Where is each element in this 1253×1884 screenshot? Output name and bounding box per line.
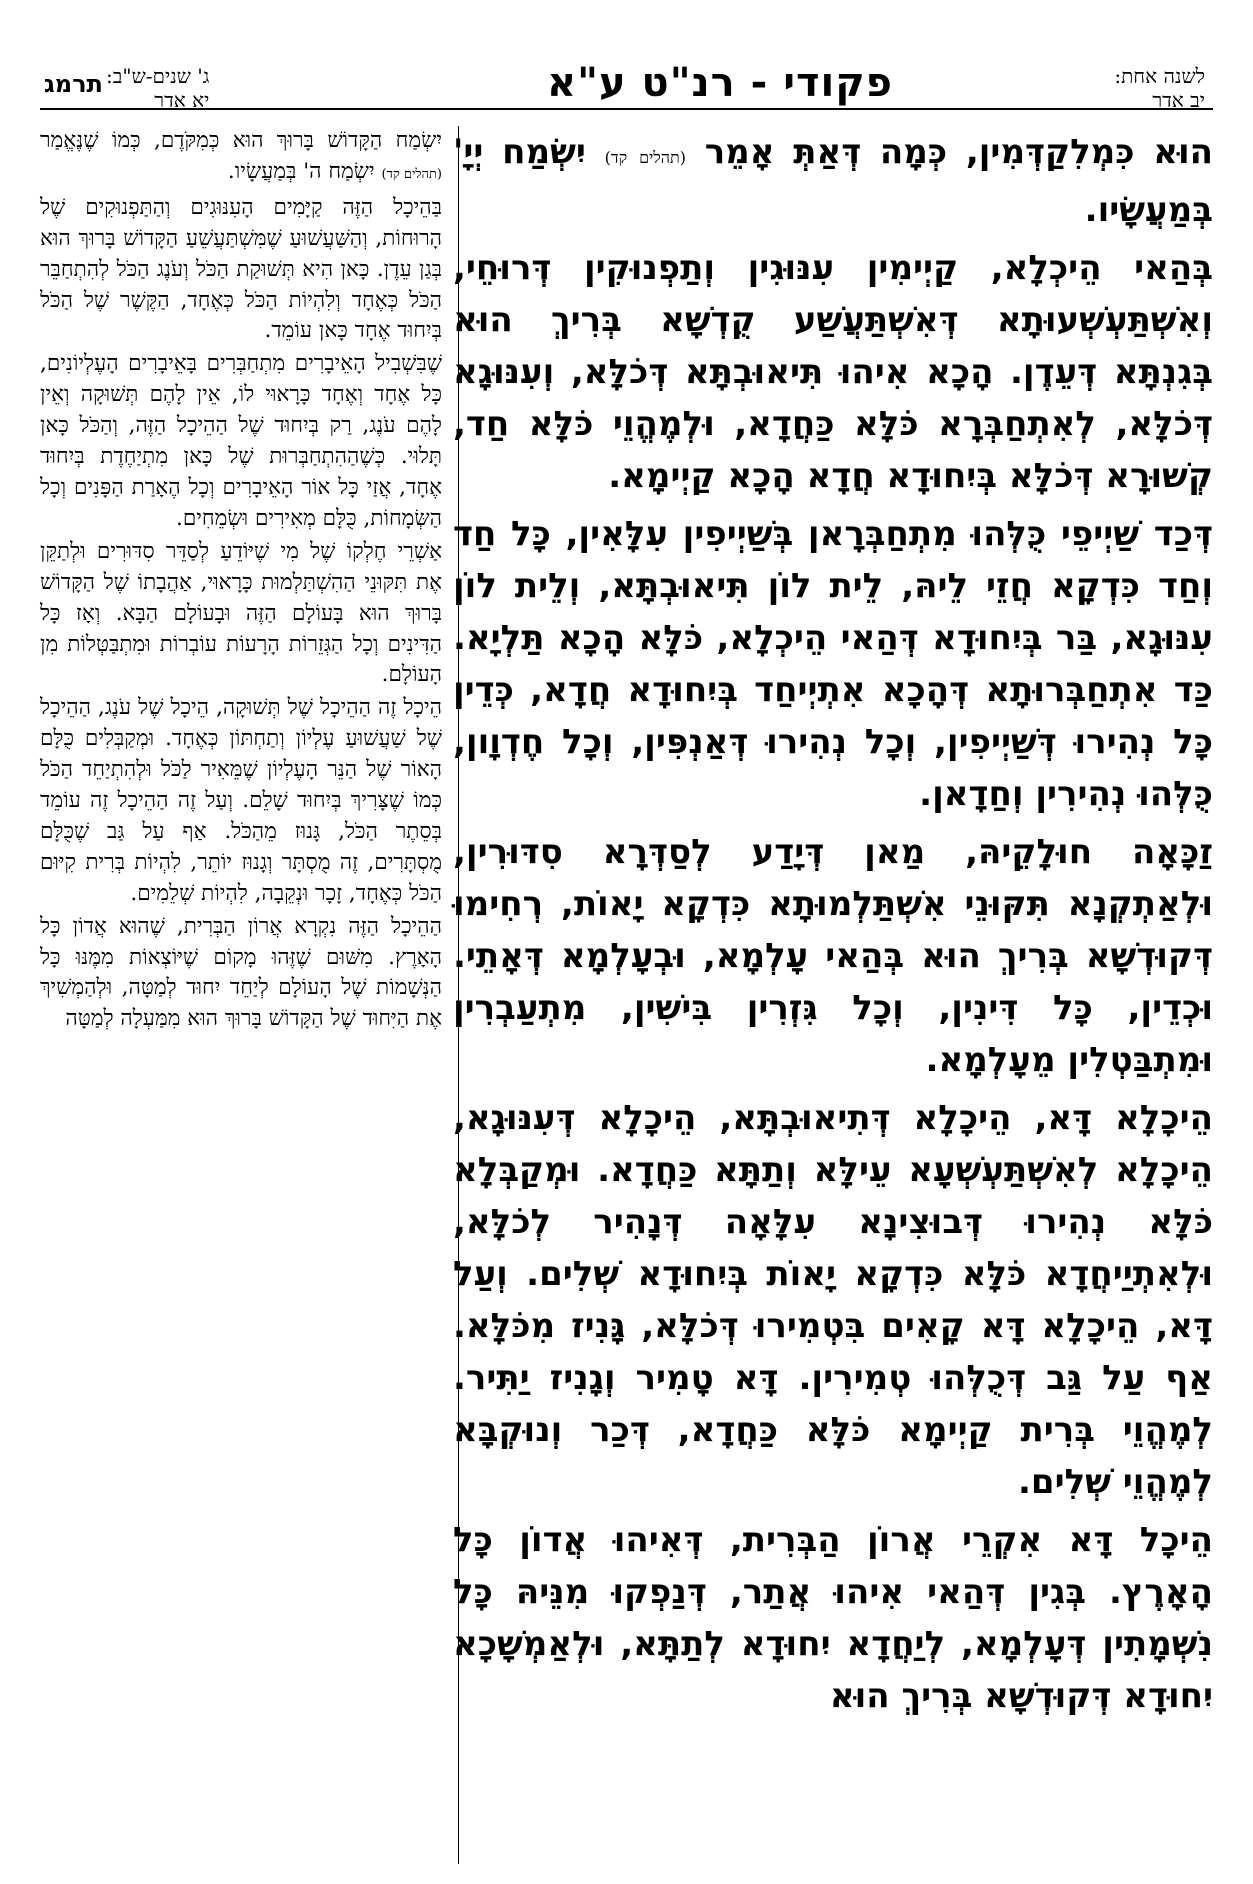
main-paragraph-6: הֵיכָל דָּא אִקְרֵי אֲרוֹן הַבְּרִית, דְּאִיהוּ אֲדוֹן כָּל הָאָרֶץ. בְּגִין דְּהַאי אִיהוּ אֲתַר, דְּנַפְקוּ מִנֵּיהּ כָּל נִשְׁמָתִין דְּעָלְמָא, לְיַחֲדָא יִחוּדָא לְתַתָּא, וּלְאַמְשָׁכָא יִחוּדָא דְּקוּדְשָׁא בְּרִיךְ הוּא <box>453 1520 1213 1716</box>
header-right-line2: יב אדר <box>1152 88 1205 112</box>
page-number: תרמג <box>44 70 103 98</box>
header-study-schedule-three-years <box>106 64 209 112</box>
side-paragraph-1 <box>40 126 442 191</box>
main-paragraph-3: דְּכַד שַׁיְיפֵי כֻּלְּהוּ מִתְחַבְּרָאן בְּשַׁיְיפִין עִלָּאִין, כָּל חַד וְחַד כִּדְקָא חֲזֵי לֵיהּ, לֵית לוֹן תִּיאוּבְתָּא, וְלֵית לוֹן עִנּוּגָא, בַּר בְּיִחוּדָא דְּהַאי הֵיכְלָא, כֹּלָּא הָכָא תַּלְיָא. כַּד אִתְחַבְּרוּתָא דְּהָכָא אִתְיְיחַד בְּיִחוּדָא חֲדָא, כְּדֵין כָּל נְהִירוּ דְּשַׁיְיפִין, וְכָל נְהִירוּ דְּאַנְפִּין, וְכָל חֶדְוָון, כֻּלְּהוּ נְהִירִין וְחַדָאן. <box>453 514 1213 814</box>
page-title: פקודי - רנ"ט ע"א <box>547 60 893 106</box>
column-divider <box>458 126 459 1864</box>
main-paragraph-1 <box>453 126 1213 236</box>
hebrew-translation-column <box>40 126 442 1864</box>
header-rule <box>40 108 1213 110</box>
main-paragraph-5: הֵיכָלָא דָּא, הֵיכָלָא דְּתִיאוּבְתָּא, הֵיכָלָא דְּעִנּוּגָא, הֵיכָלָא לְאִשְׁתַּעְשְׁעָא עֵילָּא וְתַתָּא כַּחֲדָא. וּמְקַבְּלָא כֹּלָּא נְהִירוּ דְּבוּצִינָא עִלָּאָה דְּנָהִיר לְכֹלָּא, וּלְאִתְיַיחֲדָא כֹּלָּא כִּדְקָא יָאוֹת בְּיִחוּדָא שְׁלִים. וְעַל דָּא, הֵיכָלָא דָּא קָאִים בִּטְמִירוּ דְּכֹלָּא, גָּנִיז מִכֹּלָּא. אַף עַל גַּב דְּכֻלְּהוּ טְמִירִין. דָּא טָמִיר וְגָנִיז יַתִּיר. לְמֶהֱוֵי בְּרִית קַיְימָא כֹּלָּא כַּחֲדָא, דְּכַר וְנוּקְבָּא לְמֶהֱוֵי שְׁלִים. <box>453 1098 1213 1502</box>
page-header <box>40 0 1213 112</box>
header-left-line1: ג' שנים-ש"ב: <box>106 64 210 88</box>
side-p1-text-a: יִשְׂמַח הַקָּדוֹשׁ בָּרוּךְ הוּא כְּמִקֹּדֶם, כְּמוֹ שֶׁנֶּאֱמַר <box>40 128 442 153</box>
header-left-line2: יא אדר <box>154 88 210 112</box>
side-paragraph-2: בַּהֵיכָל הַזֶּה קַיָּמִים הָעִנּוּגִים וְהַתַּפְנוּקִים שֶׁל הָרוּחוֹת, וְהַשַּׁעֲשׁוּעַ שֶׁמִּשְׁתַּעֲשֵׁעַ הַקָּדוֹשׁ בָּרוּךְ הוּא בְּגַן עֵדֶן. כָּאן הִיא תְּשׁוּקַת הַכֹּל וְעֹנֶג הַכֹּל לְהִתְחַבֵּר הַכֹּל כְּאֶחָד וְלִהְיוֹת הַכֹּל כְּאֶחָד, הַקֶּשֶׁר שֶׁל הַכֹּל בְּיִחוּד אֶחָד כָּאן עוֹמֵד. <box>40 194 442 344</box>
header-study-schedule-one-year <box>1114 64 1205 112</box>
side-paragraph-3: שֶׁבִּשְׁבִיל הָאֵיבָרִים מִתְחַבְּרִים בָּאֵיבָרִים הָעֶלְיוֹנִים, כָּל אֶחָד וְאֶחָד כָּרָאוּי לוֹ, אֵין לָהֶם תְּשׁוּקָה וְאֵין לָהֶם עֹנֶג, רַק בְּיִחוּד שֶׁל הַהֵיכָל הַזֶּה, וְהַכֹּל כָּאן תָּלוּי. כְּשֶׁהַהִתְחַבְּרוּת שֶׁל כָּאן מִתְיַחֶדֶת בְּיִחוּד אֶחָד, אֲזַי כָּל אוֹר הָאֵיבָרִים וְכָל הֶאָרַת הַפָּנִים וְכָל הַשְּׂמָחוֹת, כֻּלָּם מְאִירִים וּשְׂמֵחִים. <box>40 351 442 531</box>
side-paragraph-6: הַהֵיכָל הַזֶּה נִקְרָא אֲרוֹן הַבְּרִית, שֶׁהוּא אֲדוֹן כָּל הָאָרֶץ. מִשּׁוּם שֶׁזֶּהוּ מָקוֹם שֶׁיּוֹצְאוֹת מִמֶּנּוּ כָּל הַנְּשָׁמוֹת שֶׁל הָעוֹלָם לְיַחֵד יִחוּד לְמַטָּה, וּלְהַמְשִׁיךְ אֶת הַיִּחוּד שֶׁל הַקָּדוֹשׁ בָּרוּךְ הוּא מִמַּעְלָה לְמַטָּה <box>40 913 442 1032</box>
aramaic-text-column <box>453 126 1213 1864</box>
header-right-line1: לשנה אחת: <box>1114 64 1205 88</box>
side-paragraph-4: אַשְׁרֵי חֶלְקוֹ שֶׁל מִי שֶׁיּוֹדֵעַ לְסַדֵּר סִדּוּרִים וּלְתַקֵּן אֶת תִּקּוּנֵי הַהִשְׁתַּלְמוּת כָּרָאוּי, אַהֲבָתוֹ שֶׁל הַקָּדוֹשׁ בָּרוּךְ הוּא בָּעוֹלָם הַזֶּה וּבָעוֹלָם הַבָּא. וְאָז כָּל הַדִּינִים וְכָל הַגְּזֵרוֹת הָרָעוֹת עוֹבְרוֹת וּמִתְבַּטְּלוֹת מִן הָעוֹלָם. <box>40 538 442 688</box>
side-p1-text-b: יִשְׂמַח ה' בְּמַעֲשָׂיו. <box>227 158 375 184</box>
main-p1-text-b: יִשְׂמַח יְיָ' בְּמַעֲשָׂיו. <box>453 132 1213 230</box>
main-p1-citation: (תהלים קד) <box>604 148 686 167</box>
text-columns <box>40 126 1213 1864</box>
main-p1-text-a: הוּא כִּמְלִקַדְּמִין, כְּמָה דְּאַתְּ אָמֵר <box>704 132 1213 172</box>
main-paragraph-4: זַכָּאָה חוּלָקֵיהּ, מַאן דְּיָדַע לְסַדְּרָא סִדּוּרִין, וּלְאַתְקְנָא תִּקּוּנֵי אִשְׁתַּלְמוּתָא כִּדְקָא יָאוֹת, רְחִימוּ דְּקוּדְשָׁא בְּרִיךְ הוּא בְּהַאי עָלְמָא, וּבְעָלְמָא דְּאָתֵי. וּכְדֵין, כָּל דִּינִין, וְכָל גִּזְרִין בִּישִׁין, מִתְעַבְרִין וּמִתְבַּטְלִין מֵעָלְמָא. <box>453 832 1213 1080</box>
main-paragraph-2: בְּהַאי הֵיכְלָא, קַיְימִין עִנּוּגִין וְתַפְנוּקִין דְּרוּחֵי, וְאִשְׁתַּעְשְׁעוּתָא דְּאִשְׁתַּעֲשַׁע קֻדְשָׁא בְּרִיךְ הוּא בְּגִנְתָּא דְּעֵדֶן. הָכָא אִיהוּ תִּיאוּבְתָּא דְּכֹלָּא, וְעִנּוּגָא דְּכֹלָּא, לְאִתְחַבְּרָא כֹּלָּא כַּחֲדָא, וּלְמֶהֱוֵי כֹּלָּא חַד, קְשׁוּרָא דְּכֹלָּא בְּיִחוּדָא חֲדָא הָכָא קַיְימָא. <box>453 248 1213 496</box>
side-p1-citation: (תהלים קד) <box>381 166 442 182</box>
side-paragraph-5: הֵיכָל זֶה הַהֵיכָל שֶׁל תְּשׁוּקָה, הֵיכָל שֶׁל עֹנֶג, הַהֵיכָל שֶׁל שַׁעֲשׁוּעַ עֶלְיוֹן וְתַחְתּוֹן כְּאֶחָד. וּמְקַבְּלִים כֻּלָּם הָאוֹר שֶׁל הַנֵּר הָעֶלְיוֹן שֶׁמֵּאִיר לַכֹּל וּלְהִתְיַחֵד הַכֹּל כְּמוֹ שֶׁצָּרִיךְ בְּיִחוּד שָׁלֵם. וְעַל זֶה הַהֵיכָל זֶה עוֹמֵד בְּסֵתֶר הַכֹּל, גָּנוּז מֵהַכֹּל. אַף עַל גַּב שֶׁכֻּלָּם מֻסְתָּרִים, זֶה מֻסְתָּר וְגָנוּז יוֹתֵר, לִהְיוֹת בְּרִית קִיּוּם הַכֹּל כְּאֶחָד, זָכָר וּנְקֵבָה, לִהְיוֹת שְׁלֵמִים. <box>40 695 442 906</box>
